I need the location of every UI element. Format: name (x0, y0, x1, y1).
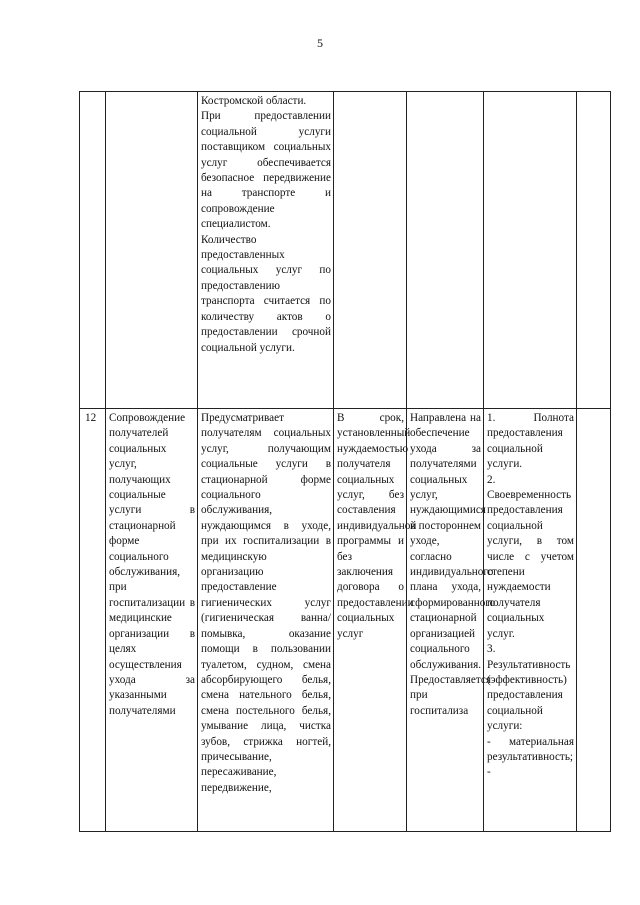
row-number-cell: 12 (80, 409, 106, 832)
page-number: 5 (317, 36, 323, 50)
service-quality-cell (484, 92, 577, 409)
service-name-cell (106, 92, 198, 409)
service-recipients-cell: Направлена на обеспечение ухода за получателями социальных услуг, нуждающимися в постороннем уходе, согласно индивидуального плана ухода, сформированного стационарной организацией социального обслуживания. Предоставляется при госпитализа (407, 409, 484, 832)
service-name-cell: Сопровождение получателей социальных услуг, получающих социальные услуги в стационарной форме социального обслуживания, при госпитализации в медицинские организации в целях осуществления ухода за указанными получателями (106, 409, 198, 832)
service-description-cell: Предусматривает получателям социальных услуг, получающим социальные услуги в стационарной форме социального обслуживания, нуждающимся в уходе, при их госпитализации в медицинскую организацию предоставление гигиенических услуг (гигиеническая ванна/помывка, оказание помощи в пользовании туалетом, судном, смена абсорбирующего белья, смена нательного белья, смена постельного белья, умывание лица, чистка зубов, стрижка ногтей, причесывание, пересаживание, передвижение, (198, 409, 334, 832)
service-quality-cell: 1. Полнота предоставления социальной услуги. 2. Своевременность предоставления социальной услуги, в том числе с учетом степени нуждаемости получателя социальных услуг. 3. Результативность (эффективность) предоставления социальной услуги: - материальная результативность; - (484, 409, 577, 832)
table-row (80, 409, 611, 832)
service-term-cell: В срок, установленный нуждаемостью получателя социальных услуг, без составления индивидуальной программы и без заключения договора о предоставлении социальных услуг (334, 409, 407, 832)
services-table (79, 91, 611, 832)
service-recipients-cell (407, 92, 484, 409)
service-description-cell: Костромской области. При предоставлении социальной услуги поставщиком социальных услуг обеспечивается безопасное передвижение на транспорте и сопровождение специалистом. Количество предоставленных социальных услуг по предоставлению транспорта считается по количеству актов о предоставлении срочной социальной услуги. (198, 92, 334, 409)
row-number-cell (80, 92, 106, 409)
service-term-cell (334, 92, 407, 409)
empty-cell (577, 409, 611, 832)
table-row (80, 92, 611, 409)
empty-cell (577, 92, 611, 409)
